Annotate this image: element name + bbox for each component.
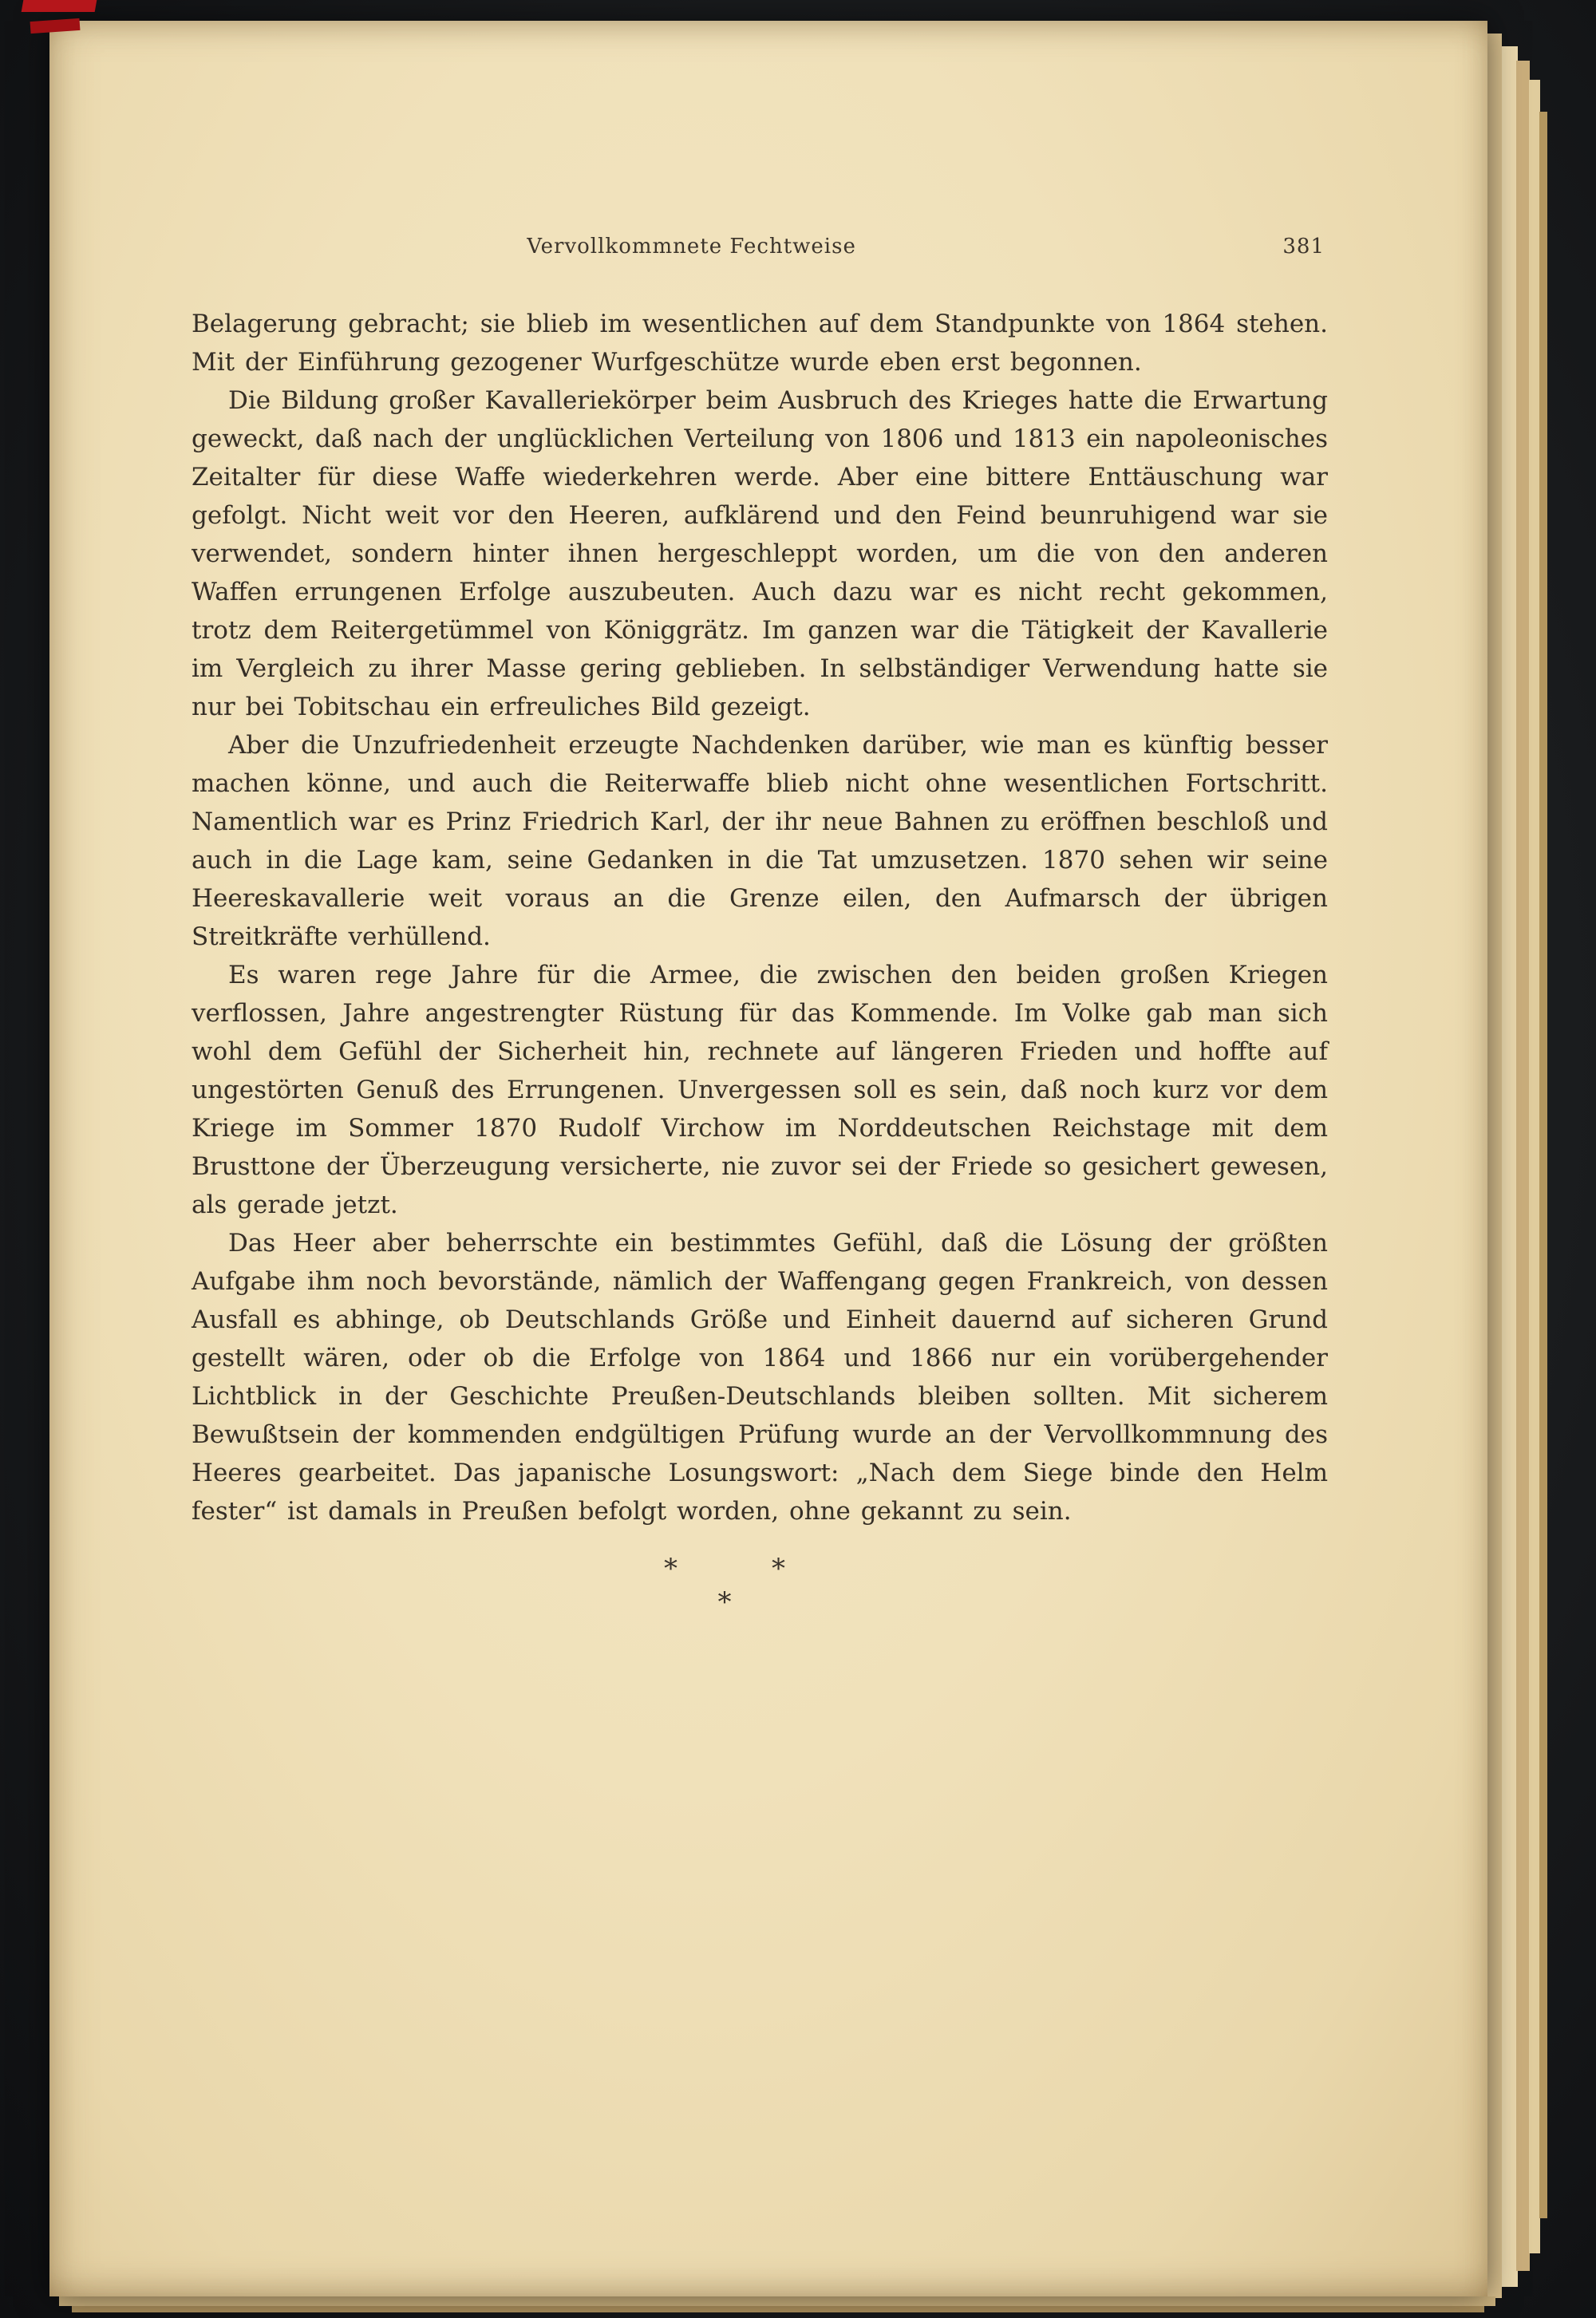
paragraph-2: Die Bildung großer Kavalleriekörper beim Ausbruch des Krieges hatte die Erwartung geweckt, daß nach der unglücklichen Verteilung von 1806 und 1813 ein napoleonisches Zeitalter für diese Waffe wiederkehren werde. Aber eine bittere Enttäuschung war gefolgt. Nicht weit vor den Heeren, aufklärend und den Feind beunruhigend war sie verwendet, sondern hinter ihnen hergeschleppt worden, um die von den anderen Waffen errungenen Erfolge auszubeuten. Auch dazu war es nicht recht gekommen, trotz dem Reitergetümmel von Königgrätz. Im ganzen war die Tätigkeit der Kavallerie im Vergleich zu ihrer Masse gering geblieben. In selbständiger Verwendung hatte sie nur bei Tobitschau ein erfreuliches Bild gezeigt. [192,386,1328,721]
text-block [192,235,1328,1618]
page-edge-stack [1529,80,1540,2253]
separator-asterisk: * [664,1553,678,1585]
red-tape-mark [22,0,97,12]
separator-asterisk: * [772,1553,785,1585]
page-edge-stack [1539,112,1547,2218]
separator-asterisk: * [717,1586,732,1618]
page-number: 381 [1282,235,1325,259]
paragraph-5: Das Heer aber beherrschte ein bestimmtes Gefühl, daß die Lösung der größten Aufgabe ihm noch bevorstände, nämlich der Waffengang gegen Frankreich, von dessen Ausfall es abhinge, ob Deutschlands Größe und Einheit dauernd auf sicheren Grund gestellt wären, oder ob die Erfolge von 1864 und 1866 nur ein vorübergehender Lichtblick in der Geschichte Preußen-Deutschlands bleiben sollten. Mit sicherem Bewußtsein der kommenden endgültigen Prüfung wurde an der Vervollkommnung des Heeres gearbeitet. Das japanische Losungswort: „Nach dem Siege binde den Helm fester“ ist damals in Preußen befolgt worden, ohne gekannt zu sein. [192,1229,1328,1526]
paragraph-4: Es waren rege Jahre für die Armee, die zwischen den beiden großen Kriegen verflossen, Jahre angestrengter Rüstung für das Kommende. Im Volke gab man sich wohl dem Gefühl der Sicherheit hin, rechnete auf längeren Frieden und hoffte auf ungestörten Genuß des Errungenen. Unvergessen soll es sein, daß noch kurz vor dem Kriege im Sommer 1870 Rudolf Virchow im Norddeutschen Reichstage mit dem Brusttone der Überzeugung versicherte, nie zuvor sei der Friede so gesichert gewesen, als gerade jetzt. [192,961,1328,1219]
paragraph-1: Belagerung gebracht; sie blieb im wesentlichen auf dem Standpunkte von 1864 stehen. Mit der Einführung gezogener Wurfgeschütze wurde eben erst begonnen. [192,310,1328,377]
page-header [192,235,1328,270]
page-edge-stack [1502,46,1518,2287]
book-page [49,21,1487,2296]
paragraph-3: Aber die Unzufriedenheit erzeugte Nachdenken darüber, wie man es künftig besser machen könne, und auch die Reiterwaffe blieb nicht ohne wesentlichen Fortschritt. Namentlich war es Prinz Friedrich Karl, der ihr neue Bahnen zu eröffnen beschloß und auch in die Lage kam, seine Gedanken in die Tat umzusetzen. 1870 sehen wir seine Heereskavallerie weit voraus an die Grenze eilen, den Aufmarsch der übrigen Streitkräfte verhüllend. [192,731,1328,951]
page-edge-bottom [72,2306,1484,2312]
page-edge-bottom [59,2296,1495,2306]
section-separator [192,1553,1328,1618]
body-text [192,305,1328,1530]
page-edge-stack [1516,61,1530,2271]
running-title: Vervollkommnete Fechtweise [527,235,856,259]
